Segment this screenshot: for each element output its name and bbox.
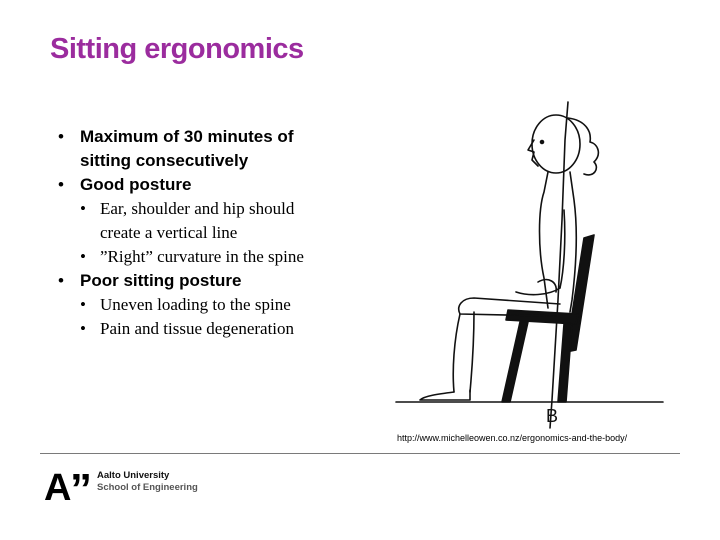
subbullet-pain: • Pain and tissue degeneration [58, 317, 378, 341]
forearm [516, 288, 560, 295]
subbullet-curvature: • ”Right” curvature in the spine [58, 245, 378, 269]
bullet-text-continued: sitting consecutively [80, 151, 249, 170]
university-label: Aalto University [97, 470, 170, 481]
image-source-url: http://www.michelleowen.co.nz/ergonomics-and-the-body/ [397, 433, 628, 443]
subbullet-text: Ear, shoulder and hip should [100, 199, 295, 218]
footer-divider [40, 453, 680, 454]
lower-leg [453, 314, 460, 392]
torso-front [540, 172, 549, 308]
chair-leg-front [502, 322, 528, 402]
lower-leg-back [470, 312, 474, 392]
logo-letter: A [44, 467, 72, 504]
aalto-logo [44, 466, 100, 504]
bullet-max-sitting [58, 125, 378, 173]
chair-leg-back [558, 324, 572, 402]
subbullet-text-continued: create a vertical line [100, 223, 238, 242]
marker-b: B [546, 406, 559, 426]
subbullet-vertical-line [58, 197, 378, 245]
hair [568, 118, 598, 175]
foot [420, 390, 470, 400]
bullet-good-posture: • Good posture [58, 173, 378, 197]
head [532, 115, 580, 173]
school-label: School of Engineering [97, 482, 198, 493]
bullet-poor-posture: • Poor sitting posture [58, 269, 378, 293]
university-name [97, 470, 198, 494]
eye [541, 141, 544, 144]
sitting-posture-illustration [388, 100, 673, 430]
hand [538, 280, 556, 292]
subbullet-uneven-loading: • Uneven loading to the spine [58, 293, 378, 317]
bullet-list [58, 125, 378, 341]
chair-seat [506, 310, 578, 324]
bullet-text: Maximum of 30 minutes of [80, 127, 294, 146]
slide-title: Sitting ergonomics [50, 33, 304, 65]
logo-mark: ” [70, 466, 92, 504]
